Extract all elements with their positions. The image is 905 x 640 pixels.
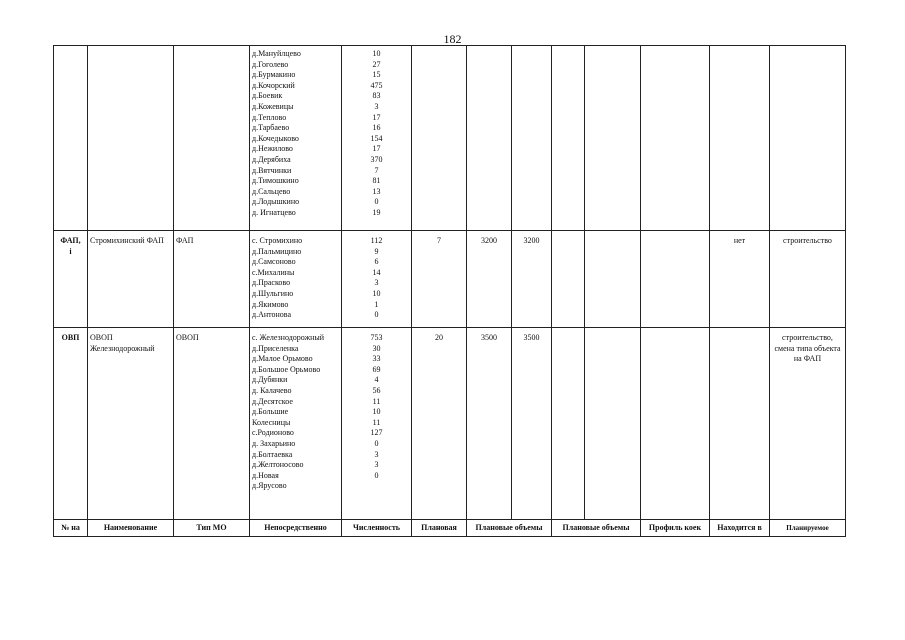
cell-code: ФАП, і <box>54 231 88 328</box>
list-item: д.Болтаевка <box>252 449 293 459</box>
list-item: с.Родионово <box>252 428 294 438</box>
list-item: 0 <box>374 470 379 480</box>
table-row <box>54 231 846 328</box>
cell-planned: 20 <box>412 328 467 520</box>
list-item: д.Вятчинки <box>252 165 292 175</box>
list-item: 11 <box>372 417 381 427</box>
list-item: д.Сальцево <box>252 186 291 196</box>
settlements-list <box>250 231 342 328</box>
list-item: д.Тимошкино <box>252 176 299 186</box>
list-item: д.Тарбаево <box>252 123 290 133</box>
cell-name: ОВОП Железнодорожный <box>88 328 174 520</box>
cell-planned: 7 <box>412 231 467 328</box>
header-cell: Находится в <box>710 520 770 537</box>
list-item: д.Антонова <box>252 310 292 320</box>
header-cell: Наименование <box>88 520 174 537</box>
list-item: 17 <box>372 144 381 154</box>
list-item: 19 <box>372 207 381 217</box>
list-item: д.Большое Орьмово <box>252 364 321 374</box>
table-row <box>54 46 846 231</box>
list-item: д.Ярусово <box>252 481 287 491</box>
list-item: д. Калачево <box>252 385 292 395</box>
list-item: д.Теплово <box>252 112 287 122</box>
list-item: 17 <box>372 112 381 122</box>
list-item: д.Десятское <box>252 396 293 406</box>
cell-type: ФАП <box>174 231 250 328</box>
list-item: 370 <box>370 154 383 164</box>
list-item: 0 <box>374 197 379 207</box>
table-row <box>54 328 846 520</box>
list-item: 475 <box>370 80 383 90</box>
header-cell: Плановая <box>412 520 467 537</box>
list-item: с. Стромихино <box>252 236 303 245</box>
header-cell: Плановые объемы <box>552 520 641 537</box>
settlements-list <box>250 328 342 520</box>
list-item: д. Захарьино <box>252 438 296 448</box>
cell-volume-2: 3200 <box>512 231 552 328</box>
list-item: д.Гоголево <box>252 59 289 69</box>
list-item: 127 <box>370 428 383 438</box>
list-item: 7 <box>374 165 379 175</box>
list-item: 10 <box>372 288 381 298</box>
list-item: 0 <box>374 438 379 448</box>
list-item: 0 <box>374 310 379 320</box>
list-item: 753 <box>370 333 383 342</box>
list-item: д.Кочорский <box>252 80 295 90</box>
cell-located: нет <box>710 231 770 328</box>
cell-type <box>174 46 250 231</box>
population-list <box>342 46 412 231</box>
header-cell: Профиль коек <box>641 520 710 537</box>
list-item: 81 <box>372 176 381 186</box>
list-item: 4 <box>374 375 379 385</box>
list-item: д.Пальмицино <box>252 246 302 256</box>
list-item: 10 <box>372 49 381 58</box>
list-item: 10 <box>372 407 381 417</box>
list-item: с.Михалины <box>252 267 295 277</box>
list-item: 112 <box>370 236 383 245</box>
list-item: 27 <box>372 59 381 69</box>
list-item: д.Дерябиха <box>252 154 291 164</box>
cell-name <box>88 46 174 231</box>
header-cell: Тип МО <box>174 520 250 537</box>
header-row <box>54 520 846 537</box>
list-item: д.Приселенка <box>252 343 299 353</box>
list-item: 14 <box>372 267 381 277</box>
population-list <box>342 328 412 520</box>
header-cell: Плановые объемы <box>467 520 552 537</box>
list-item: 16 <box>372 123 381 133</box>
list-item: 3 <box>374 449 379 459</box>
list-item: 15 <box>372 70 381 80</box>
list-item: 3 <box>374 460 379 470</box>
list-item: д.Лодышкино <box>252 197 300 207</box>
list-item: д.Кочедыково <box>252 133 299 143</box>
list-item: д.Шульгино <box>252 288 294 298</box>
document-table <box>53 45 846 537</box>
list-item: 30 <box>372 343 381 353</box>
header-cell: Планируемое <box>770 520 846 537</box>
list-item: д.Мануйлцево <box>252 49 301 58</box>
cell-code: ОВП <box>54 328 88 520</box>
cell-type: ОВОП <box>174 328 250 520</box>
list-item: д.Боевик <box>252 91 283 101</box>
list-item: д.Прасково <box>252 278 291 288</box>
list-item: 9 <box>374 246 379 256</box>
list-item: 3 <box>374 278 379 288</box>
cell-volume-1: 3500 <box>467 328 512 520</box>
list-item: д.Якимово <box>252 299 289 309</box>
header-cell: Непосредственно <box>250 520 342 537</box>
list-item: 33 <box>372 354 381 364</box>
list-item: д.Желтоносово <box>252 460 304 470</box>
header-cell: Численность <box>342 520 412 537</box>
list-item: д.Бурмакино <box>252 70 296 80</box>
list-item: 6 <box>374 257 379 267</box>
page-number: 182 <box>443 32 462 46</box>
list-item: 3 <box>374 101 379 111</box>
list-item: д. Игнатцево <box>252 207 296 217</box>
list-item: д.Малое Орьмово <box>252 354 313 364</box>
list-item: д.Самсоново <box>252 257 296 267</box>
cell-code <box>54 46 88 231</box>
list-item: 11 <box>372 396 381 406</box>
cell-volume-1: 3200 <box>467 231 512 328</box>
list-item: 13 <box>372 186 381 196</box>
list-item: 69 <box>372 364 381 374</box>
list-item: с. Железнодорожный <box>252 333 325 342</box>
settlements-list <box>250 46 342 231</box>
list-item: д.Нежилово <box>252 144 293 154</box>
list-item: д.Кожевицы <box>252 101 294 111</box>
cell-name: Стромихинский ФАП <box>88 231 174 328</box>
list-item: Колесницы <box>252 417 291 427</box>
list-item: д.Дубянки <box>252 375 288 385</box>
list-item: д.Большие <box>252 407 289 417</box>
cell-planned-action: строительство <box>770 231 846 328</box>
list-item: 56 <box>372 385 381 395</box>
list-item: 83 <box>372 91 381 101</box>
header-cell: № на <box>54 520 88 537</box>
list-item: д.Новая <box>252 470 279 480</box>
population-list <box>342 231 412 328</box>
list-item: 154 <box>370 133 383 143</box>
cell-planned-action: строительство, смена типа объекта на ФАП <box>770 328 846 520</box>
cell-volume-2: 3500 <box>512 328 552 520</box>
list-item: 1 <box>374 299 379 309</box>
